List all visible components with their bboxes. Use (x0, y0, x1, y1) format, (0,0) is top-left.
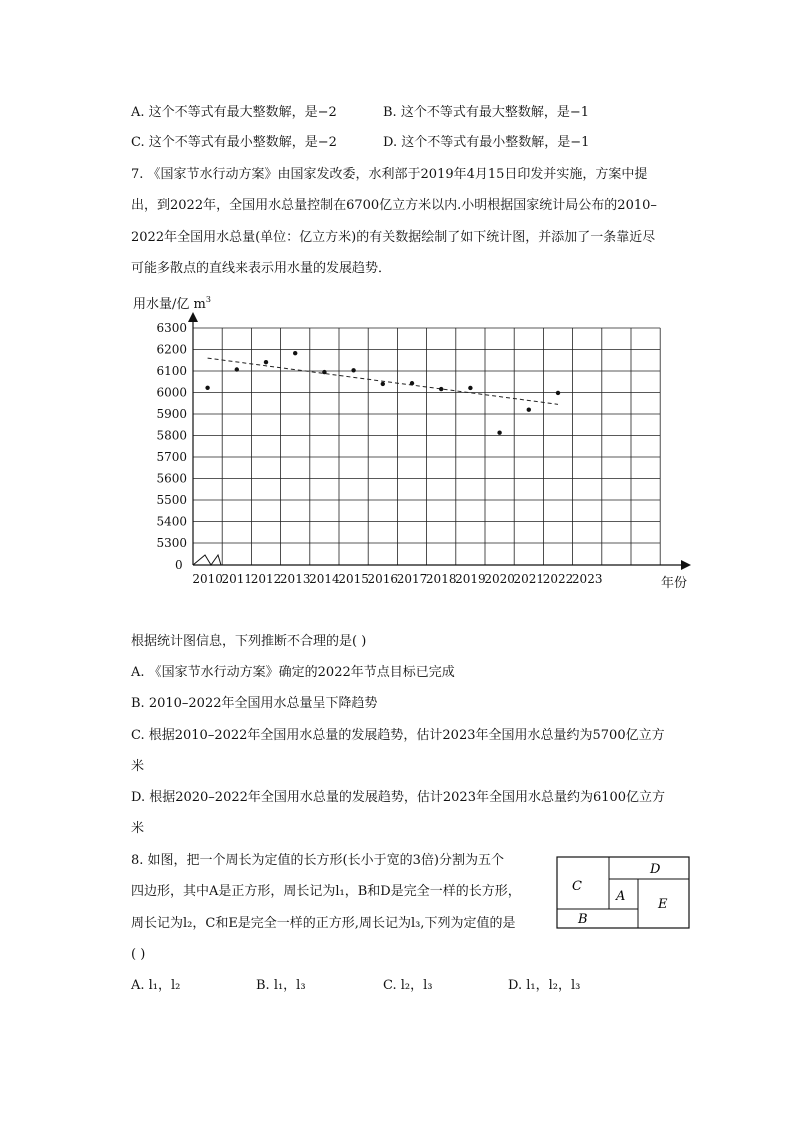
q7-stem-line-4: 可能多散点的直线来表示用水量的发展趋势． (131, 261, 392, 276)
q8-stem-line-3: 周长记为l₂，C和E是完全一样的正方形,周长记为l₃,下列为定值的是 (131, 916, 516, 931)
y-tick-label: 5600 (156, 471, 187, 486)
data-point (351, 368, 355, 372)
q8-stem-line-1: 8. 如图，把一个周长为定值的长方形(长小于宽的3倍)分割为五个 (131, 853, 504, 868)
x-tick-label: 2021 (513, 572, 545, 586)
q7-option-d-line-2: 米 (131, 821, 145, 836)
y-tick-label: 5400 (156, 514, 187, 529)
q7-option-d-line-1: D. 根据2020–2022年全国用水总量的发展趋势，估计2023年全国用水总量约为6100亿立方 (131, 790, 666, 805)
x-tick-label: 2018 (425, 572, 457, 586)
x-tick-label: 2019 (455, 572, 486, 586)
y-axis-arrow (188, 312, 198, 322)
x-axis-label: 年份 (661, 576, 688, 591)
axis-break-mark (193, 555, 221, 565)
x-tick-label: 2012 (250, 572, 282, 586)
q6-option-b: B. 这个不等式有最大整数解，是−1 (383, 105, 589, 120)
x-tick-label: 2014 (309, 572, 340, 586)
chart-grid (193, 328, 660, 565)
data-points (205, 351, 560, 435)
x-axis-arrow (681, 560, 691, 570)
y-tick-label: 5300 (156, 536, 187, 550)
label-c: C (572, 879, 582, 894)
y-tick-label: 5500 (156, 493, 187, 507)
label-d: D (650, 862, 661, 877)
label-b: B (578, 912, 588, 927)
label-e: E (658, 897, 668, 912)
water-usage-chart (125, 288, 695, 593)
trend-line (208, 358, 558, 404)
data-point (235, 367, 239, 371)
q7-option-c-line-1: C. 根据2010–2022年全国用水总量的发展趋势，估计2023年全国用水总量约为5700亿立方 (131, 728, 665, 743)
q8-option-c: C. l₂，l₃ (383, 978, 433, 993)
chart-axes (188, 312, 691, 570)
y-tick-label: 6100 (156, 364, 187, 378)
q6-option-c: C. 这个不等式有最小整数解，是−2 (131, 135, 337, 150)
y-axis-label-superscript: 3 (205, 295, 211, 304)
q6-option-d: D. 这个不等式有最小整数解，是−1 (383, 135, 590, 150)
q8-option-d: D. l₁，l₂，l₃ (508, 978, 581, 993)
data-point (556, 391, 560, 395)
data-point (439, 387, 443, 391)
q8-rectangle-figure (556, 856, 692, 932)
x-tick-label: 2011 (221, 572, 253, 586)
label-a: A (616, 889, 626, 904)
q7-option-c-line-2: 米 (131, 759, 145, 774)
data-point (322, 370, 326, 374)
q7-stem-line-3: 2022年全国用水总量(单位：亿立方米)的有关数据绘制了如下统计图，并添加了一条靠近尽 (131, 230, 656, 245)
data-point (264, 360, 268, 364)
y-tick-label: 6300 (156, 321, 187, 335)
q8-option-a: A. l₁，l₂ (131, 978, 181, 993)
data-point (410, 381, 414, 385)
data-point (381, 382, 385, 386)
y-tick-label: 6000 (156, 385, 187, 400)
q6-option-a: A. 这个不等式有最大整数解，是−2 (131, 105, 337, 120)
x-tick-label: 2015 (338, 572, 369, 586)
y-tick-label: 5800 (156, 428, 187, 443)
y-zero-label: 0 (175, 558, 183, 572)
data-point (497, 431, 501, 435)
x-tick-label: 2023 (571, 572, 603, 586)
y-tick-label: 5700 (156, 450, 187, 464)
y-tick-label: 5900 (156, 407, 187, 421)
q8-stem-line-2: 四边形，其中A是正方形，周长记为l₁，B和D是完全一样的长方形， (131, 884, 521, 899)
q8-option-b: B. l₁，l₃ (256, 978, 306, 993)
x-tick-label: 2022 (542, 572, 574, 586)
q7-question: 根据统计图信息，下列推断不合理的是( ) (131, 634, 367, 649)
y-axis-label: 用水量/亿 $m^3$ (133, 295, 211, 312)
x-tick-label: 2017 (396, 572, 428, 586)
q7-stem-line-1: 7. 《国家节水行动方案》由国家发改委，水利部于2019年4月15日印发并实施，方案中提 (131, 167, 648, 182)
x-tick-label: 2010 (192, 572, 223, 586)
x-tick-label: 2016 (367, 572, 399, 586)
y-tick-labels (156, 321, 187, 550)
q7-stem-line-2: 出，到2022年，全国用水总量控制在6700亿立方米以内.小明根据国家统计局公布的2010– (131, 198, 657, 213)
data-point (527, 408, 531, 412)
x-tick-label: 2020 (484, 572, 515, 586)
q7-option-b: B. 2010–2022年全国用水总量呈下降趋势 (131, 696, 378, 711)
y-tick-label: 6200 (156, 342, 187, 357)
data-point (205, 386, 209, 390)
x-tick-labels (192, 572, 602, 586)
data-point (293, 351, 297, 355)
q7-option-a: A. 《国家节水行动方案》确定的2022年节点目标已完成 (131, 665, 455, 680)
x-tick-label: 2013 (279, 572, 311, 586)
data-point (468, 386, 472, 390)
q8-stem-line-4: ( ) (131, 947, 146, 962)
